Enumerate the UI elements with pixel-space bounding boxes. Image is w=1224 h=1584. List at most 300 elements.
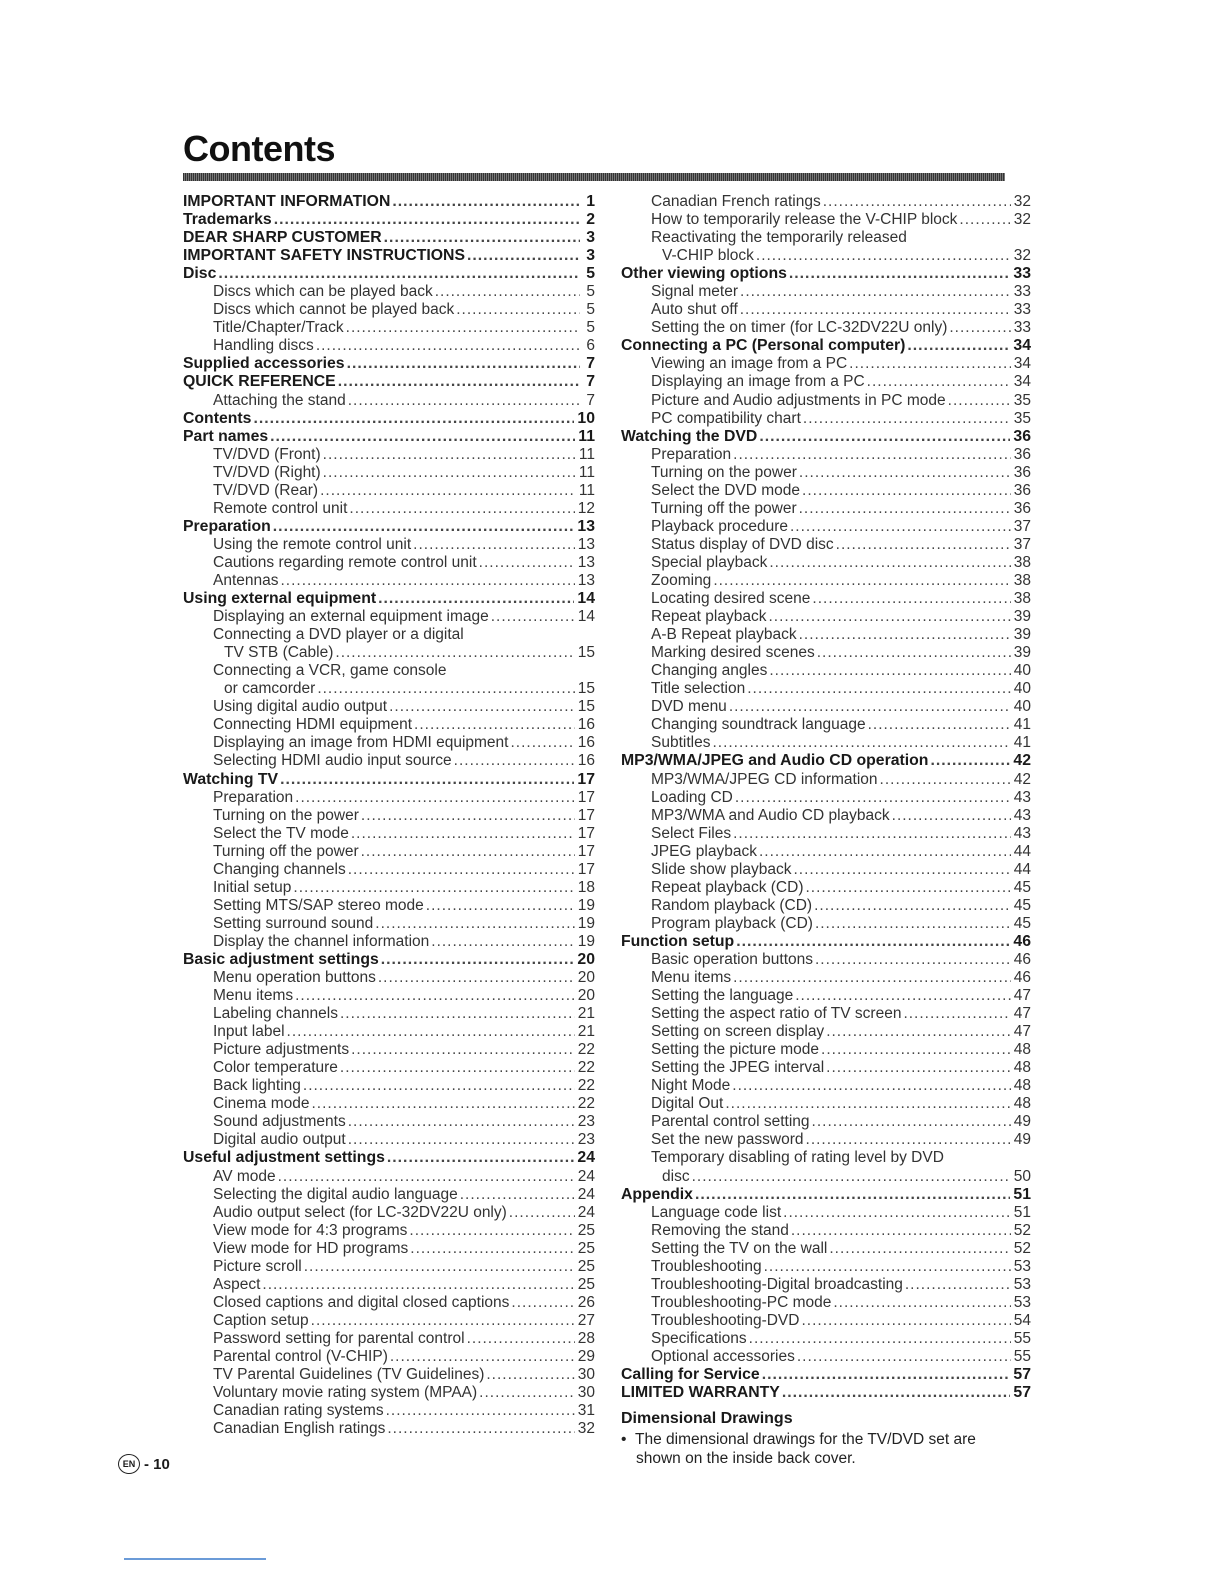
toc-subentry[interactable] [621,1348,1031,1366]
toc-subentry[interactable] [183,734,595,752]
toc-subentry[interactable] [621,915,1031,933]
toc-subentry[interactable] [183,987,595,1005]
toc-section-entry[interactable] [621,337,1031,355]
toc-leader-dots [295,789,575,807]
toc-entry-title: Locating desired scene [651,590,811,608]
toc-entry-title: Preparation [213,788,294,806]
toc-leader-dots [303,1077,575,1095]
toc-page-number: 22 [577,1077,595,1095]
toc-entry-title: Set the new password [651,1131,804,1149]
toc-entry-title: Audio output select (for LC-32DV22U only) [213,1203,507,1221]
page-number-prefix: - [144,1455,154,1473]
toc-subentry[interactable] [621,1005,1031,1023]
toc-subentry[interactable] [621,1095,1031,1113]
toc-page-number: 16 [577,752,595,770]
toc-leader-dots [736,933,1010,951]
toc-subentry[interactable] [621,518,1031,536]
toc-entry-title: Troubleshooting-PC mode [651,1293,832,1311]
toc-page-number: 54 [1013,1311,1031,1329]
toc-subentry[interactable] [621,1077,1031,1095]
toc-subentry[interactable] [183,1005,595,1023]
toc-page-number: 39 [1013,608,1031,626]
toc-subentry[interactable] [621,572,1031,590]
toc-entry-title: Selecting HDMI audio input source [213,752,452,770]
toc-entry-title: or camcorder [224,680,316,698]
toc-section-entry[interactable] [621,1186,1031,1204]
toc-entry-title: Language code list [651,1203,782,1221]
toc-leader-dots [323,446,576,464]
toc-leader-dots [793,861,1010,879]
toc-page-number: 43 [1013,806,1031,824]
toc-page-number: 43 [1013,788,1031,806]
toc-entry-title: Using the remote control unit [213,535,412,553]
toc-subentry[interactable] [183,283,595,301]
toc-subentry[interactable] [183,1348,595,1366]
toc-section-entry[interactable] [183,211,595,229]
toc-entry-title: Specifications [651,1329,747,1347]
toc-subentry[interactable] [183,1168,595,1186]
toc-leader-dots [281,572,575,590]
toc-entry-title: Menu items [213,987,294,1005]
toc-section-entry[interactable] [183,373,595,391]
toc-leader-dots [692,1168,1011,1186]
toc-entry-title: Input label [213,1023,285,1041]
toc-entry-title: Setting on screen display [651,1023,825,1041]
toc-page-number: 13 [577,517,595,535]
toc-subentry[interactable] [621,319,1031,337]
toc-page-number: 53 [1013,1257,1031,1275]
toc-entry-title: LIMITED WARRANTY [621,1384,780,1402]
toc-entry-title: Title selection [651,680,746,698]
toc-subentry[interactable] [183,572,595,590]
toc-subentry[interactable] [183,752,595,770]
toc-subentry[interactable] [183,915,595,933]
toc-subentry[interactable] [621,446,1031,464]
title-rule [183,173,1005,181]
toc-entry-title: Color temperature [213,1059,338,1077]
toc-entry-title: disc [662,1167,690,1185]
toc-page-number: 17 [577,824,595,842]
toc-entry-title: Troubleshooting-Digital broadcasting [651,1275,903,1293]
toc-leader-dots [381,951,575,969]
toc-subentry[interactable] [621,464,1031,482]
toc-leader-dots [762,1366,1011,1384]
toc-subentry[interactable] [183,933,595,951]
toc-subentry[interactable] [183,319,595,337]
toc-subentry[interactable] [183,861,595,879]
toc-page-number: 19 [577,896,595,914]
toc-subentry[interactable] [621,951,1031,969]
toc-subentry[interactable] [183,1402,595,1420]
toc-section-entry[interactable] [621,428,1031,446]
toc-page-number: 45 [1013,914,1031,932]
toc-subentry[interactable] [183,789,595,807]
note-line-1: The dimensional drawings for the TV/DVD set are [635,1431,976,1448]
toc-section-entry[interactable] [621,1384,1031,1402]
toc-subentry[interactable] [621,1258,1031,1276]
toc-subentry[interactable] [183,482,595,500]
toc-entry-title: MP3/WMA/JPEG and Audio CD operation [621,752,929,770]
toc-page-number: 34 [1013,337,1031,355]
toc-leader-dots [295,987,575,1005]
toc-subentry[interactable] [183,608,595,626]
toc-subentry[interactable] [183,392,595,410]
toc-page-number: 36 [1013,445,1031,463]
toc-subentry[interactable] [621,807,1031,825]
toc-entry-title: Playback procedure [651,517,788,535]
toc-page-number: 57 [1013,1384,1031,1402]
toc-subentry[interactable] [621,554,1031,572]
toc-section-entry[interactable] [183,265,595,283]
toc-subentry[interactable] [621,301,1031,319]
toc-page-number: 33 [1013,301,1031,319]
toc-subentry[interactable] [183,716,595,734]
toc-leader-dots [892,807,1011,825]
toc-subentry[interactable] [621,825,1031,843]
toc-page-number: 47 [1013,1005,1031,1023]
toc-entry-title: Removing the stand [651,1221,789,1239]
toc-leader-dots [392,193,580,211]
toc-section-entry[interactable] [621,752,1031,770]
toc-subentry[interactable] [183,1131,595,1149]
toc-subentry[interactable] [183,644,595,662]
toc-leader-dots [759,843,1011,861]
toc-subentry[interactable] [183,1113,595,1131]
toc-entry-title: Calling for Service [621,1366,760,1384]
toc-subentry[interactable] [183,1041,595,1059]
toc-subentry[interactable] [621,1131,1031,1149]
toc-leader-dots [454,752,575,770]
toc-entry-title: Setting the on timer (for LC-32DV22U only) [651,319,948,337]
toc-subentry[interactable] [621,680,1031,698]
toc-subentry[interactable] [183,1312,595,1330]
toc-page-number: 5 [586,265,595,283]
toc-subentry[interactable] [621,482,1031,500]
toc-subentry[interactable] [183,536,595,554]
toc-subentry[interactable] [183,843,595,861]
toc-subentry[interactable] [621,1041,1031,1059]
toc-entry-title: Supplied accessories [183,355,345,373]
toc-page-number: 41 [1013,734,1031,752]
toc-entry-title: Cinema mode [213,1095,310,1113]
toc-subentry[interactable] [183,1294,595,1312]
toc-page-number: 25 [577,1257,595,1275]
toc-leader-dots [218,265,580,283]
toc-entry-title: PC compatibility chart [651,409,801,427]
toc-entry-title: Setting the aspect ratio of TV screen [651,1005,902,1023]
toc-subentry[interactable] [183,1095,595,1113]
toc-subentry[interactable] [183,1384,595,1402]
toc-entry-title: Setting the TV on the wall [651,1239,828,1257]
toc-subentry[interactable] [183,1077,595,1095]
toc-page-number: 44 [1013,842,1031,860]
toc-leader-dots [791,1222,1011,1240]
toc-entry-title: Changing soundtrack language [651,716,866,734]
toc-entry-title: Contents [183,409,252,427]
toc-subentry[interactable] [183,698,595,716]
toc-subentry[interactable] [183,807,595,825]
toc-section-entry[interactable] [621,933,1031,951]
toc-section-entry[interactable] [183,951,595,969]
toc-page-number: 25 [577,1239,595,1257]
toc-page-number: 22 [577,1095,595,1113]
toc-subentry[interactable] [183,1222,595,1240]
toc-subentry[interactable] [183,825,595,843]
toc-leader-dots [712,734,1010,752]
toc-leader-dots [756,247,1011,265]
toc-section-entry[interactable] [183,518,595,536]
toc-entry-title: Turning off the power [651,499,797,517]
toc-leader-dots [735,789,1011,807]
toc-subentry[interactable] [183,1366,595,1384]
toc-section-entry[interactable] [183,229,595,247]
toc-subentry[interactable] [621,698,1031,716]
toc-page-number: 7 [586,355,595,373]
toc-subentry[interactable] [621,211,1031,229]
toc-entry-title: Setting the language [651,987,794,1005]
toc-leader-dots [316,337,580,355]
toc-entry-title: Connecting a PC (Personal computer) [621,337,906,355]
toc-leader-dots [293,879,574,897]
note-line-2: shown on the inside back cover. [636,1450,856,1467]
toc-leader-dots [868,716,1011,734]
toc-subentry[interactable] [183,1023,595,1041]
toc-leader-dots [725,1095,1010,1113]
toc-subentry[interactable] [621,392,1031,410]
toc-subentry[interactable] [621,500,1031,518]
toc-leader-dots [511,1294,574,1312]
toc-subentry[interactable] [621,373,1031,391]
toc-leader-dots [789,265,1011,283]
toc-right-column [621,193,1031,1402]
toc-subentry[interactable] [621,355,1031,373]
toc-page-number: 18 [577,878,595,896]
toc-leader-dots [389,698,575,716]
toc-leader-dots [797,1348,1011,1366]
toc-subentry[interactable] [183,464,595,482]
toc-leader-dots [387,1420,574,1438]
toc-entry-title: Optional accessories [651,1348,795,1365]
toc-subentry[interactable] [183,1059,595,1077]
toc-leader-dots [378,590,574,608]
toc-entry-title: Discs which can be played back [213,283,433,301]
toc-section-entry[interactable] [621,1366,1031,1384]
toc-page-number: 11 [578,481,595,499]
toc-subentry[interactable] [621,1330,1031,1348]
toc-section-entry[interactable] [621,265,1031,283]
page-number [118,1454,170,1474]
toc-entry-title: Watching the DVD [621,427,758,445]
toc-subentry[interactable] [183,1204,595,1222]
toc-subentry[interactable] [621,662,1031,680]
toc-subentry[interactable] [183,337,595,355]
toc-subentry[interactable] [183,1330,595,1348]
toc-entry-title: Password setting for parental control [213,1329,465,1347]
toc-entry-title: Appendix [621,1185,693,1203]
toc-leader-dots [311,1312,575,1330]
toc-subentry[interactable] [621,1113,1031,1131]
toc-page-number: 47 [1013,1023,1031,1041]
toc-subentry[interactable] [183,897,595,915]
toc-subentry[interactable] [621,536,1031,554]
toc-subentry[interactable] [621,1294,1031,1312]
toc-leader-dots [426,897,575,915]
toc-entry-title: IMPORTANT SAFETY INSTRUCTIONS [183,247,466,265]
toc-page-number: 15 [577,698,595,716]
toc-section-entry[interactable] [183,193,595,211]
toc-subentry[interactable] [621,861,1031,879]
toc-subentry[interactable] [621,1168,1031,1186]
toc-subentry[interactable] [621,1240,1031,1258]
toc-subentry[interactable] [183,446,595,464]
toc-page-number: 16 [577,716,595,734]
toc-subentry[interactable] [621,734,1031,752]
toc-subentry[interactable] [183,1276,595,1294]
toc-page-number: 13 [577,553,595,571]
toc-section-entry[interactable] [183,410,595,428]
toc-section-entry[interactable] [183,590,595,608]
toc-page-number: 30 [577,1384,595,1402]
toc-subentry[interactable] [183,1186,595,1204]
toc-entry-title: Caption setup [213,1311,309,1329]
toc-section-entry[interactable] [183,355,595,373]
toc-leader-dots [361,807,575,825]
toc-entry-title: Loading CD [651,788,733,806]
toc-section-entry[interactable] [183,1149,595,1167]
toc-leader-dots [733,446,1011,464]
toc-leader-dots [733,825,1011,843]
toc-subentry[interactable] [621,843,1031,861]
toc-entry-title: Setting the JPEG interval [651,1059,825,1077]
toc-page-number: 37 [1013,517,1031,535]
toc-subentry[interactable] [621,626,1031,644]
toc-page-number: 32 [577,1420,595,1438]
toc-entry-title: Menu items [651,969,732,987]
toc-page-number: 48 [1013,1059,1031,1077]
toc-subentry[interactable] [621,1222,1031,1240]
toc-subentry[interactable] [183,879,595,897]
toc-entry-title: Back lighting [213,1077,301,1095]
toc-leader-dots [749,1330,1011,1348]
toc-leader-dots [740,283,1011,301]
toc-section-entry[interactable] [183,771,595,789]
toc-subentry[interactable] [621,283,1031,301]
toc-entry-title: Turning on the power [651,463,797,481]
toc-subentry[interactable] [621,969,1031,987]
toc-subentry[interactable] [621,1023,1031,1041]
toc-subentry[interactable] [621,644,1031,662]
toc-page-number: 11 [578,427,595,445]
toc-leader-dots [340,1005,575,1023]
toc-entry-title: Program playback (CD) [651,914,813,932]
toc-page-number: 35 [1013,409,1031,427]
toc-leader-dots [880,771,1011,789]
toc-subentry[interactable] [183,969,595,987]
toc-subentry[interactable] [621,247,1031,265]
toc-page-number: 32 [1013,211,1031,229]
toc-section-entry[interactable] [183,428,595,446]
toc-entry-title: Display the channel information [213,932,430,950]
toc-entry-title: Repeat playback (CD) [651,878,804,896]
toc-page-number: 12 [577,499,595,517]
toc-subentry[interactable] [183,301,595,319]
toc-page-number: 52 [1013,1221,1031,1239]
toc-subentry[interactable] [621,1204,1031,1222]
toc-entry-title: QUICK REFERENCE [183,373,336,391]
toc-entry-title: Parental control setting [651,1113,810,1131]
toc-subentry[interactable] [621,1276,1031,1294]
toc-entry-title: Labeling channels [213,1005,338,1023]
toc-subentry[interactable] [183,500,595,518]
toc-subentry[interactable] [621,410,1031,428]
toc-page-number: 51 [1013,1203,1031,1221]
toc-subentry[interactable] [621,590,1031,608]
toc-leader-dots [431,933,574,951]
toc-subentry[interactable] [621,229,1031,247]
toc-page-number: 39 [1013,626,1031,644]
toc-leader-dots [262,1276,574,1294]
toc-subentry[interactable] [621,897,1031,915]
toc-entry-title: Digital audio output [213,1131,346,1149]
toc-leader-dots [799,626,1011,644]
toc-page-number: 32 [1013,247,1031,265]
toc-entry-title: TV Parental Guidelines (TV Guidelines) [213,1366,485,1384]
toc-subentry[interactable] [183,1420,595,1438]
toc-entry-title: Signal meter [651,283,739,301]
toc-subentry[interactable] [621,1149,1031,1167]
toc-subentry[interactable] [621,789,1031,807]
toc-leader-dots [806,1131,1011,1149]
toc-entry-title: Aspect [213,1275,261,1293]
toc-leader-dots [823,193,1011,211]
toc-subentry[interactable] [183,554,595,572]
toc-leader-dots [948,392,1011,410]
toc-subentry[interactable] [183,1240,595,1258]
toc-entry-title: Picture adjustments [213,1041,350,1059]
toc-subentry[interactable] [621,608,1031,626]
toc-entry-title: TV STB (Cable) [224,644,334,662]
toc-entry-title: Night Mode [651,1077,731,1095]
toc-subentry[interactable] [183,1258,595,1276]
toc-subentry[interactable] [621,987,1031,1005]
toc-entry-title: Voluntary movie rating system (MPAA) [213,1384,478,1402]
toc-subentry[interactable] [183,662,595,680]
toc-entry-title: Closed captions and digital closed captions [213,1293,510,1311]
toc-left-column [183,193,595,1438]
toc-entry-title: Zooming [651,571,712,589]
toc-subentry[interactable] [621,193,1031,211]
toc-leader-dots [768,608,1010,626]
toc-subentry[interactable] [621,771,1031,789]
toc-subentry[interactable] [621,1312,1031,1330]
toc-entry-title: How to temporarily release the V-CHIP block [651,211,958,229]
toc-section-entry[interactable] [183,247,595,265]
toc-entry-title: MP3/WMA and Audio CD playback [651,806,890,824]
toc-subentry[interactable] [621,1059,1031,1077]
toc-leader-dots [814,897,1011,915]
page-title: Contents [183,128,335,169]
toc-page-number: 24 [577,1203,595,1221]
toc-subentry[interactable] [183,626,595,644]
toc-subentry[interactable] [621,716,1031,734]
toc-leader-dots [740,301,1011,319]
toc-leader-dots [317,680,574,698]
toc-leader-dots [274,211,580,229]
toc-subentry[interactable] [183,680,595,698]
toc-subentry[interactable] [621,879,1031,897]
toc-page-number: 14 [577,608,595,626]
toc-entry-title: Handling discs [213,337,314,355]
